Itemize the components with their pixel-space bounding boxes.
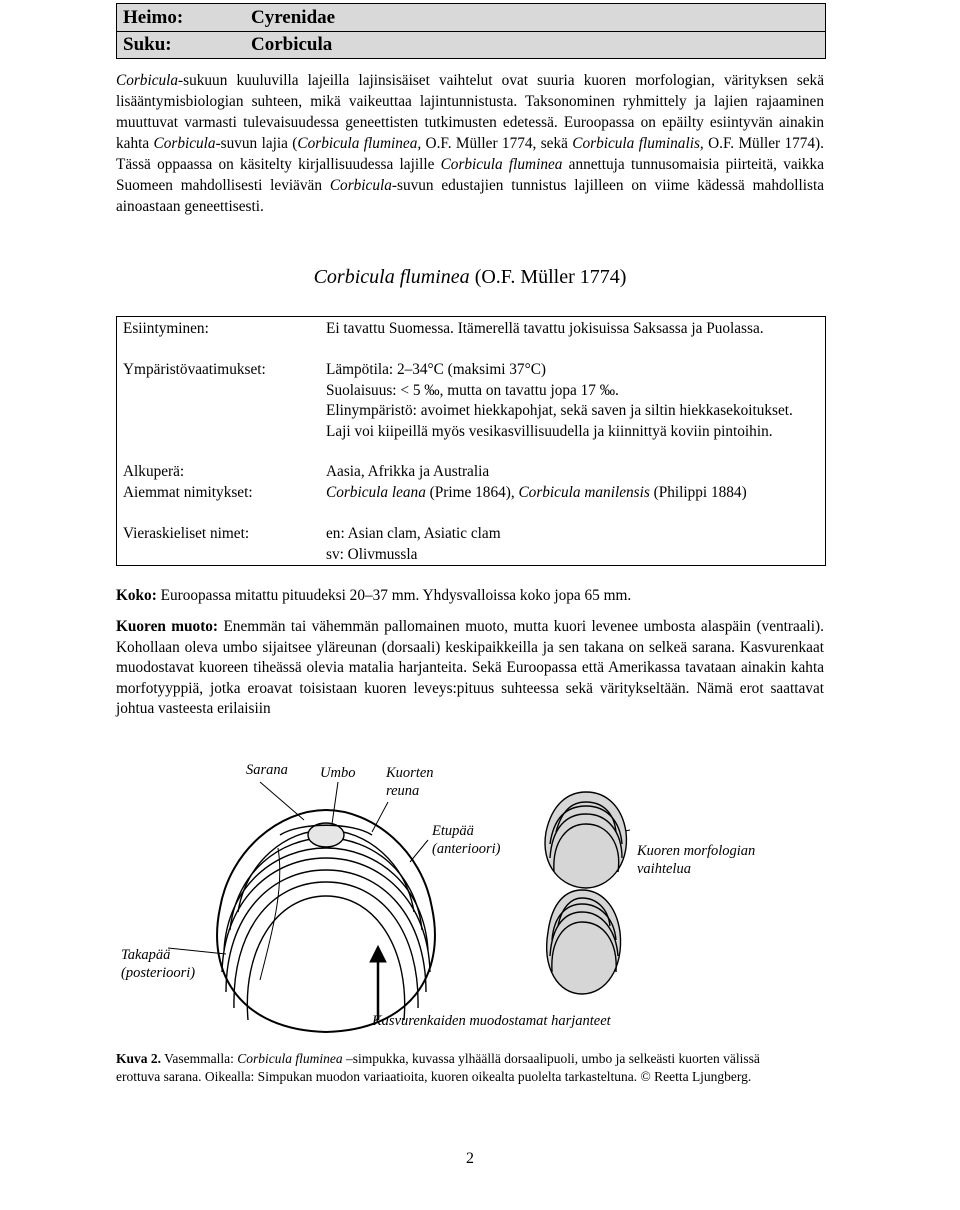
occurrence-label: Esiintyminen: [123, 320, 209, 337]
label-hinge: Sarana [246, 762, 288, 778]
species-title-authority: (O.F. Müller 1774) [469, 266, 627, 288]
caption-species: Corbicula fluminea [237, 1051, 343, 1066]
label-umbo: Umbo [320, 765, 356, 781]
variation-shell-lower [547, 890, 621, 994]
variation-shell-upper [545, 792, 626, 888]
family-label: Heimo: [123, 7, 184, 28]
foreign-names-label: Vieraskieliset nimet: [123, 525, 250, 542]
foreign-name-sv: sv: Olivmussla [326, 545, 418, 563]
label-anterior-line2: (anterioori) [432, 841, 501, 857]
family-value: Cyrenidae [251, 7, 336, 28]
intro-species-3: Corbicula fluminea [440, 156, 563, 173]
caption-part-1: Vasemmalla: [161, 1051, 238, 1066]
intro-text-3: annettuja tunnusomaisia piirteitä, vaikka Suomeen mahdollisesti leviävän [116, 156, 824, 194]
label-variation-line2: vaihtelua [637, 861, 691, 877]
origin-label: Alkuperä: [123, 463, 185, 480]
intro-genus-1: Corbicula [116, 72, 179, 89]
intro-text-1: -sukuun kuuluvilla lajeilla lajinsisäiset vaihtelut ovat suuria kuoren morfologian, värityksen sekä lisääntymisbiologian suhteen, mikä vaikeuttaa lajintunnistusta. Taksonominen ryhmittely ja lajien rajaaminen muuttuvat varmasti tulevaisuudessa geneettisten tutkimusten edetessä. Euroopassa on epäilty esiintyvän ainakin kahta [116, 72, 824, 152]
shape-text: Enemmän tai vähemmän pallomainen muoto, mutta kuori levenee umbosta alaspäin (ventraali). Kohollaan oleva umbo sijaitsee yläreunan (dorsaali) keskipaikkeilla ja sen takana on selkeä sarana. Kasvurenkaat muodostavat kuoreen tiheässä olevia matalia harjanteita. Sekä Euroopassa että Amerikassa tavataan ainakin kahta morfotyyppiä, jotka eroavat toisistaan kuoren leveys:pituus suhteessa sekä väritykseltään. Nämä erot saattavat johtua vasteesta erilaisiin [116, 618, 824, 717]
main-shell-drawing [217, 810, 435, 1032]
label-anterior-line1: Etupää [432, 823, 474, 839]
size-text: Euroopassa mitattu pituudeksi 20–37 mm. Yhdysvalloissa koko jopa 65 mm. [156, 587, 632, 604]
intro-authority-1: O.F. Müller 1774, sekä [421, 135, 573, 152]
synonyms-label: Aiemmat nimitykset: [123, 484, 253, 501]
label-posterior-line1: Takapää [121, 947, 171, 963]
species-title-name: Corbicula fluminea [313, 266, 470, 288]
shape-paragraph [116, 617, 824, 720]
taxonomy-header [116, 3, 826, 59]
environment-habitat: Elinympäristö: avoimet hiekkapohjat, sekä saven ja siltin hiekkasekoitukset. Laji voi kiipeillä myös vesikasvillisuudella ja kiinnittyä koviin pintoihin. [326, 402, 793, 440]
figure-caption [116, 1050, 786, 1086]
caption-label: Kuva 2. [116, 1051, 162, 1066]
caption-part-2: –simpukka, kuvassa ylhäällä dorsaalipuoli, umbo ja selkeästi kuorten välissä erottuva sarana. Oikealla: Simpukan muodon variaatioita, kuoren oikealta puolelta tarkasteltuna. © Reetta Ljungberg. [116, 1051, 760, 1084]
shell-illustration [110, 740, 830, 1040]
synonym-2: Corbicula manilensis [518, 484, 650, 501]
shell-figure [110, 740, 830, 1040]
intro-paragraph [116, 70, 824, 217]
intro-genus-2: Corbicula [153, 135, 216, 152]
genus-label: Suku: [123, 34, 172, 55]
intro-genus-4: Corbicula [329, 177, 392, 194]
foreign-names-values [326, 524, 806, 565]
synonyms-value [326, 483, 806, 504]
synonym-2-authority: (Philippi 1884) [649, 484, 747, 501]
intro-authority-2: O.F. Müller 1774). Tässä oppaassa on käsitelty kirjallisuudessa lajille [116, 135, 824, 173]
shape-label: Kuoren muoto: [116, 618, 219, 635]
environment-label: Ympäristövaatimukset: [123, 361, 266, 378]
occurrence-value: Ei tavattu Suomessa. Itämerellä tavattu jokisuissa Saksassa ja Puolassa. [326, 320, 764, 337]
synonym-1-authority: (Prime 1864), [425, 484, 519, 501]
label-posterior-line2: (posterioori) [121, 965, 196, 981]
environment-temperature: Lämpötila: 2–34°C (maksimi 37°C) [326, 361, 546, 378]
synonym-1: Corbicula leana [326, 484, 426, 501]
size-paragraph [116, 586, 824, 607]
intro-species-2: Corbicula fluminalis, [572, 135, 704, 152]
environment-values [326, 360, 806, 442]
intro-species-1: Corbicula fluminea, [297, 135, 422, 152]
genus-value: Corbicula [251, 34, 333, 55]
intro-text-4: -suvun edustajien tunnistus lajilleen on viime kädessä mahdollista ainoastaan geneettisesti. [116, 177, 825, 215]
label-variation-line1: Kuoren morfologian [637, 843, 756, 859]
facts-box [116, 316, 826, 566]
environment-salinity: Suolaisuus: < 5 ‰, mutta on tavattu jopa 17 ‰. [326, 381, 619, 399]
species-title [0, 266, 940, 289]
foreign-name-en: en: Asian clam, Asiatic clam [326, 525, 501, 542]
label-anterior [432, 822, 500, 858]
origin-value: Aasia, Afrikka ja Australia [326, 463, 490, 480]
label-shell-margin-line2: reuna [386, 783, 420, 799]
size-label: Koko: [116, 587, 157, 604]
page-number: 2 [466, 1150, 474, 1167]
label-variation [637, 842, 755, 878]
label-shell-margin-line1: Kuorten [386, 765, 434, 781]
label-shell-margin [386, 764, 434, 800]
intro-text-2: -suvun lajia ( [215, 135, 298, 152]
label-ridges: Kasvurenkaiden muodostamat harjanteet [372, 1013, 611, 1029]
label-posterior [121, 946, 195, 982]
